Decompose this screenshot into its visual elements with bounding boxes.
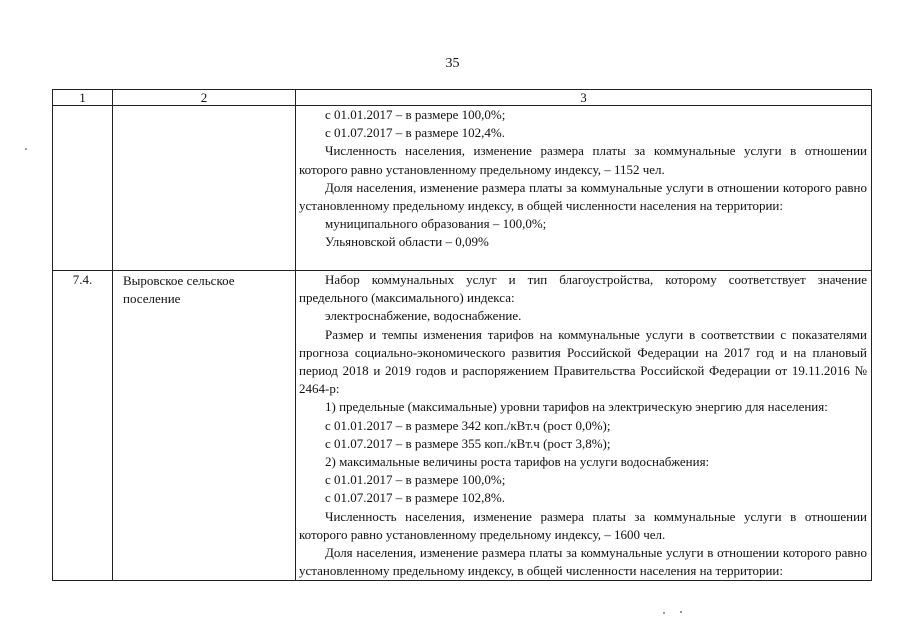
content-paragraph: 2) максимальные величины роста тарифов на услуги водоснабжения: [325,454,710,470]
header-col-1: 1 [53,90,113,106]
table-header-row [53,90,872,106]
content-paragraph: Размер и темпы изменения тарифов на коммунальные услуги в соответствии с показателями прогноза социально-экономического развития Российской Федерации на 2017 год и на плановый период 2018 и 2019 годов и распоряжением Правительства Российской Федерации от 19.11.2016 № 2464-р: [299,326,867,397]
header-col-3: 3 [296,90,872,106]
content-paragraph: Доля населения, изменение размера платы за коммунальные услуги в отношении которого равно установленному предельному индексу, в общей численности населения на территории: [299,545,867,579]
content-paragraph: Численность населения, изменение размера платы за коммунальные услуги в отношении которого равно установленному предельному индексу, – 1600 чел. [299,508,867,542]
content-paragraph: Ульяновской области – 0,09% [325,234,489,250]
row-number: 7.4. [53,271,113,581]
row-number [53,106,113,271]
scan-speck [25,148,27,150]
content-paragraph: с 01.07.2017 – в размере 102,4%. [325,125,505,141]
row-content [296,271,872,581]
content-paragraph: 1) предельные (максимальные) уровни тарифов на электрическую энергию для населения: [325,399,828,415]
settlement-name: Выровское сельское поселение [113,271,296,581]
content-paragraph: муниципального образования – 100,0%; [325,216,547,232]
content-paragraph: Набор коммунальных услуг и тип благоустройства, которому соответствует значение предельного (максимального) индекса: [299,272,867,306]
content-paragraph: Численность населения, изменение размера платы за коммунальные услуги в отношении которого равно установленному предельному индексу, – 1152 чел. [299,143,867,177]
header-col-2: 2 [113,90,296,106]
page-number: 35 [445,56,460,71]
content-paragraph: с 01.01.2017 – в размере 342 коп./кВт.ч (рост 0,0%); [325,417,611,433]
content-paragraph: с 01.07.2017 – в размере 355 коп./кВт.ч (рост 3,8%); [325,435,611,451]
table-row [53,106,872,271]
tariff-table [52,89,872,581]
content-paragraph: Доля населения, изменение размера платы за коммунальные услуги в отношении которого равно установленному предельному индексу, в общей численности населения на территории: [299,179,867,214]
scan-speck [680,611,682,613]
content-paragraph: с 01.01.2017 – в размере 100,0%; [325,107,506,122]
content-paragraph: с 01.07.2017 – в размере 102,8%. [325,490,505,506]
content-paragraph: электроснабжение, водоснабжение. [325,308,522,324]
row-content [296,106,872,271]
content-paragraph: с 01.01.2017 – в размере 100,0%; [325,472,506,488]
settlement-name [113,106,296,271]
scan-speck [663,612,665,614]
table-row [53,271,872,581]
